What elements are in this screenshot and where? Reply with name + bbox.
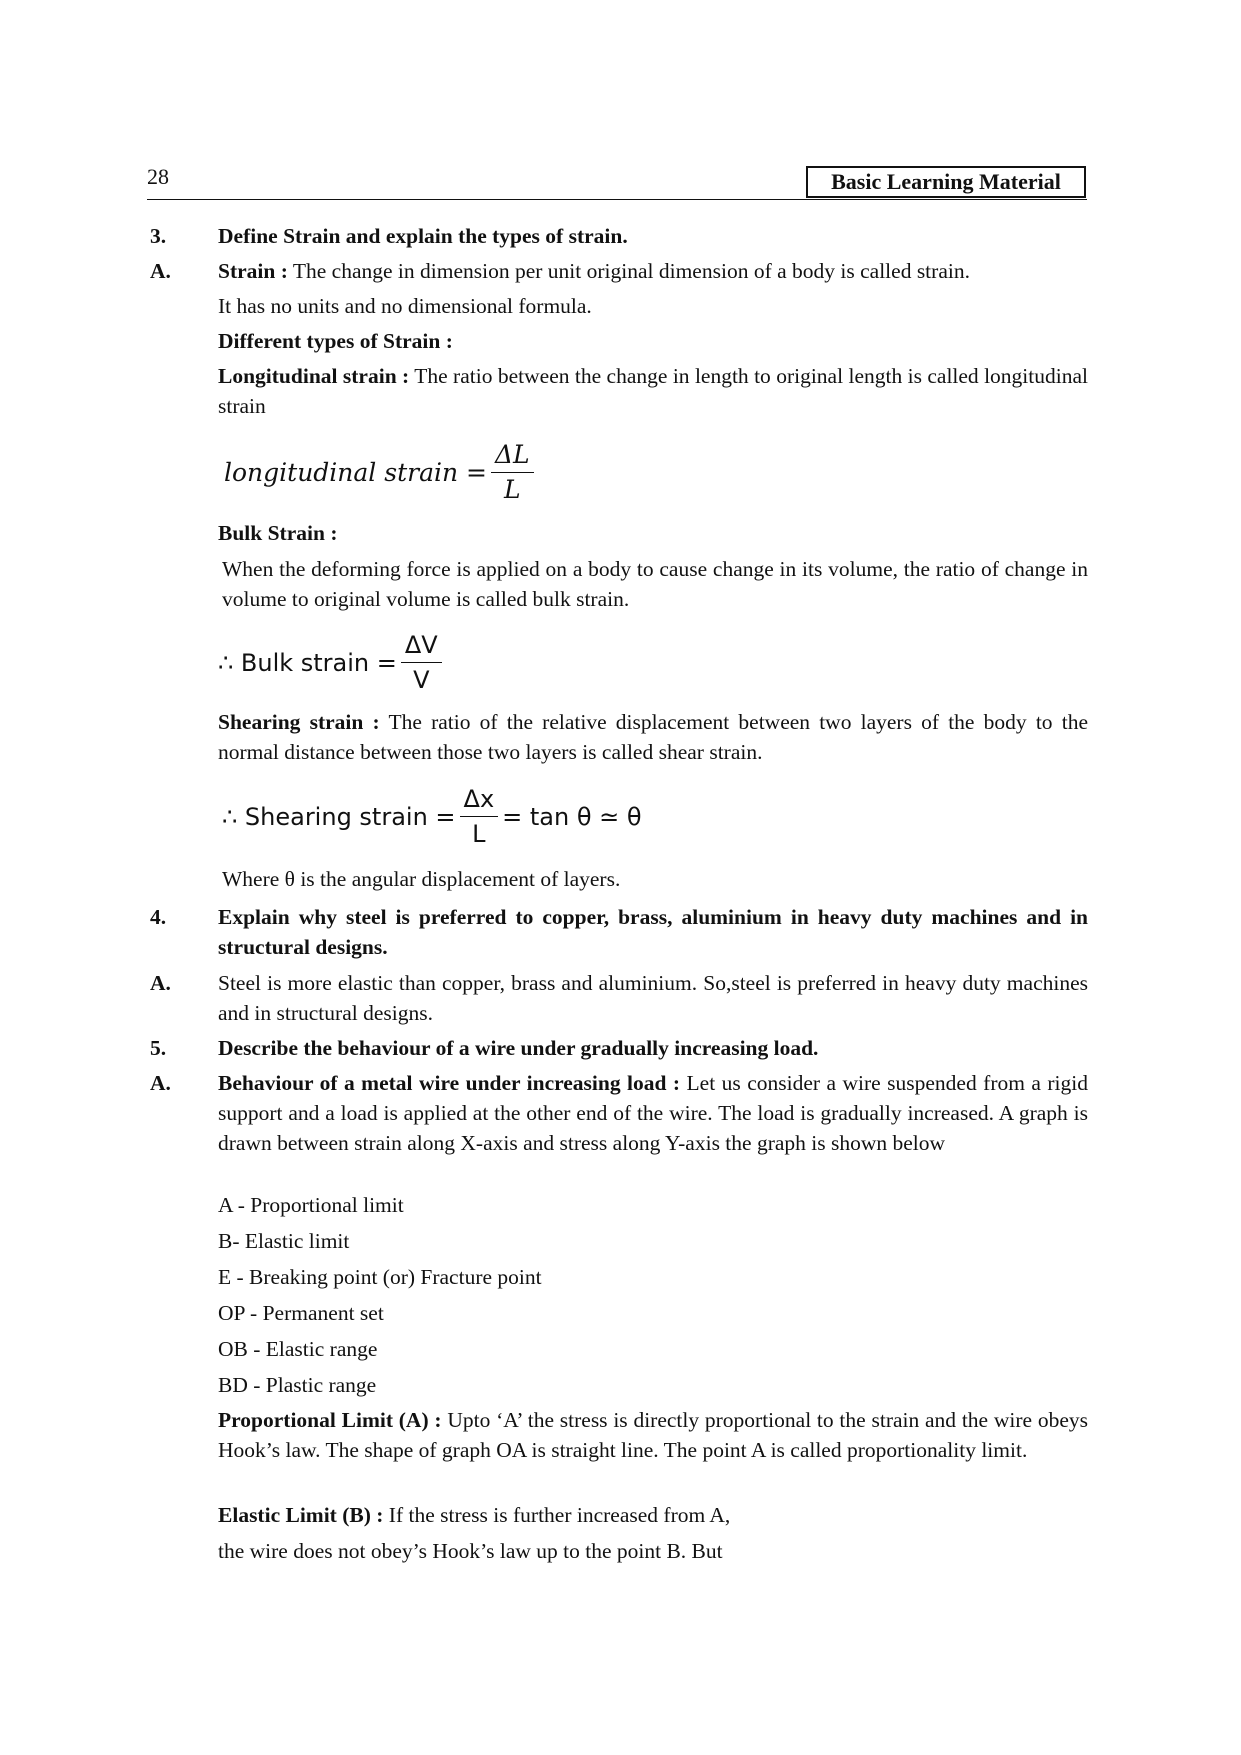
behaviour-definition xyxy=(218,1068,1088,1158)
formula-numerator: ΔV xyxy=(401,630,442,663)
formula-denominator: V xyxy=(413,666,430,694)
proportional-limit-paragraph xyxy=(218,1405,1088,1465)
question-4-text: Explain why steel is preferred to copper, brass, aluminium in heavy duty machines and in structural designs. xyxy=(218,905,1088,959)
question-5-text: Describe the behaviour of a wire under gradually increasing load. xyxy=(218,1036,819,1060)
shearing-term: Shearing strain : xyxy=(218,710,380,734)
strain-definition-line2: It has no units and no dimensional formula. xyxy=(218,294,592,318)
strain-def-text: The change in dimension per unit original dimension of a body is called strain. xyxy=(287,259,970,283)
shearing-definition xyxy=(218,707,1088,767)
legend-item: B- Elastic limit xyxy=(218,1229,350,1253)
longitudinal-def-text: The ratio between the change in length to original length is called longitudinal strain xyxy=(218,364,1088,418)
running-title: Basic Learning Material xyxy=(806,166,1086,198)
formula-fraction xyxy=(460,784,499,849)
question-5-number: 5. xyxy=(150,1036,167,1060)
formula-lhs: ∴ Bulk strain = xyxy=(218,648,397,677)
formula-denominator: L xyxy=(503,475,521,504)
elastic-limit-continuation: the wire does not obey’s Hook’s law up to the point B. But xyxy=(218,1539,723,1563)
behaviour-term: Behaviour of a metal wire under increasing load : xyxy=(218,1071,681,1095)
strain-definition xyxy=(218,256,970,286)
strain-term: Strain : xyxy=(218,259,288,283)
header-rule xyxy=(147,199,1087,200)
behaviour-def-text: Let us consider a wire suspended from a rigid support and a load is applied at the other end of the wire. The load is gradually increased. A graph is drawn between strain along X-axis and stress along Y-axis the graph is shown below xyxy=(218,1071,1088,1155)
legend-item: OB - Elastic range xyxy=(218,1337,378,1361)
bulk-heading: Bulk Strain : xyxy=(218,521,338,545)
types-heading: Different types of Strain : xyxy=(218,329,453,353)
elastic-term: Elastic Limit (B) : xyxy=(218,1503,384,1527)
proportional-def-text: Upto ‘A’ the stress is directly proportional to the strain and the wire obeys Hook’s law. The shape of graph OA is straight line. The point A is called proportionality limit. xyxy=(218,1408,1089,1462)
formula-fraction xyxy=(401,630,442,695)
proportional-term: Proportional Limit (A) : xyxy=(218,1408,442,1432)
longitudinal-strain-formula xyxy=(224,440,538,505)
longitudinal-term: Longitudinal strain : xyxy=(218,364,410,388)
formula-numerator: ΔL xyxy=(491,440,534,473)
bulk-strain-formula xyxy=(218,630,446,695)
shearing-def-text: The ratio of the relative displacement between two layers of the body to the normal distance between those two layers is called shear strain. xyxy=(218,710,1088,764)
answer-5-marker: A. xyxy=(150,1071,171,1095)
longitudinal-definition xyxy=(218,361,1088,421)
shearing-strain-formula xyxy=(222,784,642,849)
elastic-limit-paragraph xyxy=(218,1500,730,1530)
formula-fraction xyxy=(491,440,534,505)
where-theta-line: Where θ is the angular displacement of layers. xyxy=(222,867,621,891)
formula-rhs: = tan θ ≃ θ xyxy=(502,802,642,831)
legend-item: BD - Plastic range xyxy=(218,1373,377,1397)
answer-3-marker: A. xyxy=(150,259,171,283)
legend-item: A - Proportional limit xyxy=(218,1193,404,1217)
bulk-definition: When the deforming force is applied on a body to cause change in its volume, the ratio of change in volume to original volume is called bulk strain. xyxy=(222,557,1088,611)
formula-lhs: ∴ Shearing strain = xyxy=(222,802,456,831)
question-3-number: 3. xyxy=(150,224,167,248)
formula-numerator: Δx xyxy=(460,784,499,817)
page-number: 28 xyxy=(147,164,169,189)
question-3-text: Define Strain and explain the types of strain. xyxy=(218,224,628,248)
answer-4-text: Steel is more elastic than copper, brass and aluminium. So,steel is preferred in heavy duty machines and in structural designs. xyxy=(218,971,1088,1025)
formula-denominator: L xyxy=(472,820,486,848)
elastic-def-text: If the stress is further increased from A, xyxy=(383,1503,731,1527)
answer-4-marker: A. xyxy=(150,971,171,995)
question-4-number: 4. xyxy=(150,905,167,929)
legend-item: OP - Permanent set xyxy=(218,1301,384,1325)
legend-item: E - Breaking point (or) Fracture point xyxy=(218,1265,542,1289)
formula-lhs: longitudinal strain = xyxy=(224,458,487,487)
